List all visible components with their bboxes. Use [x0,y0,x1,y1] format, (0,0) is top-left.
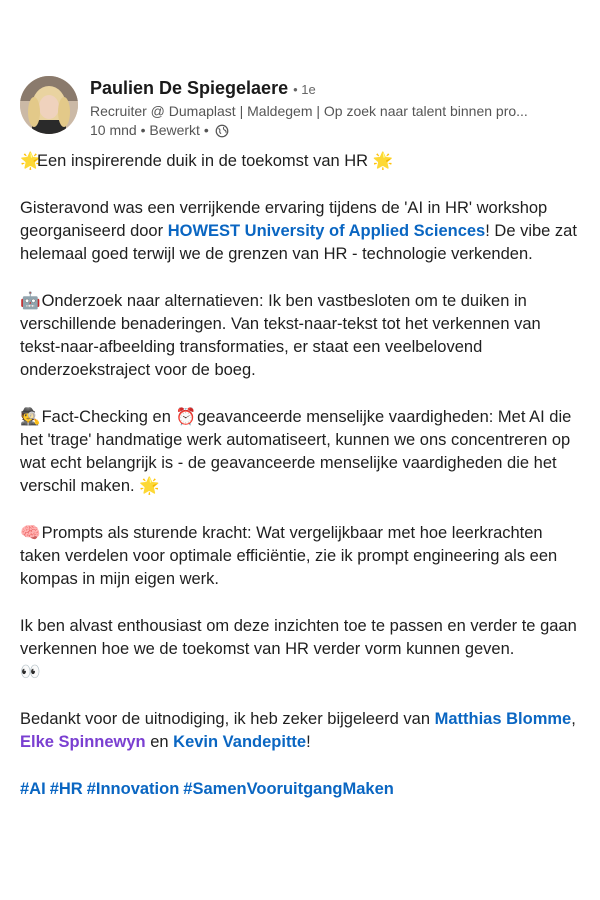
paragraph-text: Onderzoek naar alternatieven: Ik ben vastbesloten om te duiken in verschillende benaderingen. Van tekst-naar-tekst tot het verkennen van tekst-naar-afbeelding transformaties, er staat een veelbelovend onderzoekstraject voor de boeg. [20,292,541,379]
mention-kevin-vandepitte[interactable]: Kevin Vandepitte [173,733,307,751]
brain-icon: 🧠 [20,524,41,542]
connection-degree: • 1e [293,82,316,97]
author-meta [90,76,590,140]
mention-matthias-blomme[interactable]: Matthias Blomme [434,710,572,728]
paragraph-text: Gisteravond was een verrijkende ervaring tijdens de 'AI in HR' workshop georganiseerd door [20,199,548,240]
robot-icon: 🤖 [20,292,41,310]
post-title: Een inspirerende duik in de toekomst van HR [37,152,369,170]
paragraph-text: Bedankt voor de uitnodiging, ik heb zeker bijgeleerd van [20,710,435,728]
howest-link[interactable]: HOWEST University of Applied Sciences [167,222,486,240]
paragraph-text: geavanceerde menselijke vaardigheden: Met AI die het 'trage' handmatige werk automatiseert, kunnen we ons concentreren op wat echt belangrijk is - de geavanceerde menselijke vaardigheden die het verschil maken. [20,408,572,495]
separator-text: ! [306,733,311,751]
eyes-icon: 👀 [20,663,41,681]
separator-text: , [571,710,576,728]
post-title-line [20,150,582,173]
author-name-row [90,76,590,102]
paragraph-enthusiasm [20,615,582,684]
post-time: 10 mnd • Bewerkt • [90,122,209,138]
post-time-row [90,121,590,140]
globe-icon [215,124,229,138]
paragraph-thanks [20,708,582,754]
separator-text: en [145,733,174,751]
paragraph-text: Ik ben alvast enthousiast om deze inzichten toe te passen en verder te gaan verkennen hoe we de toekomst van HR verder vorm kunnen geven. [20,617,577,658]
star-icon: 🌟 [372,152,394,170]
paragraph-text: ! De vibe zat helemaal goed terwijl we de grenzen van HR - technologie verkenden. [20,222,577,263]
mention-elke-spinnewyn[interactable]: Elke Spinnewyn [20,733,146,751]
detective-icon: 🕵 [20,408,41,426]
hashtag-ai[interactable]: #AI [20,780,46,798]
star-icon: 🌟 [20,152,41,170]
paragraph-text: Fact-Checking en [37,408,176,426]
paragraph-text: Prompts als sturende kracht: Wat vergelijkbaar met hoe leerkrachten taken verdelen voor optimale efficiëntie, zie ik prompt engineering als een kompas in mijn eigen werk. [20,524,558,588]
paragraph-factchecking [20,406,582,498]
avatar[interactable] [20,76,78,134]
post-header [20,76,590,138]
hashtag-innovation[interactable]: #Innovation [86,780,180,798]
hashtags [20,778,582,801]
paragraph-intro [20,197,582,266]
author-name[interactable]: Paulien De Spiegelaere [90,78,289,98]
hashtag-hr[interactable]: #HR [49,780,83,798]
author-headline: Recruiter @ Dumaplast | Maldegem | Op zoek naar talent binnen pro... [90,103,528,119]
post-body [20,150,582,825]
star-icon: 🌟 [139,477,160,495]
alarm-clock-icon: ⏰ [175,408,197,426]
hashtag-samenvooruitgangmaken[interactable]: #SamenVooruitgangMaken [183,780,394,798]
avatar-photo [20,76,78,134]
paragraph-alternatives [20,290,582,382]
paragraph-prompts [20,522,582,591]
